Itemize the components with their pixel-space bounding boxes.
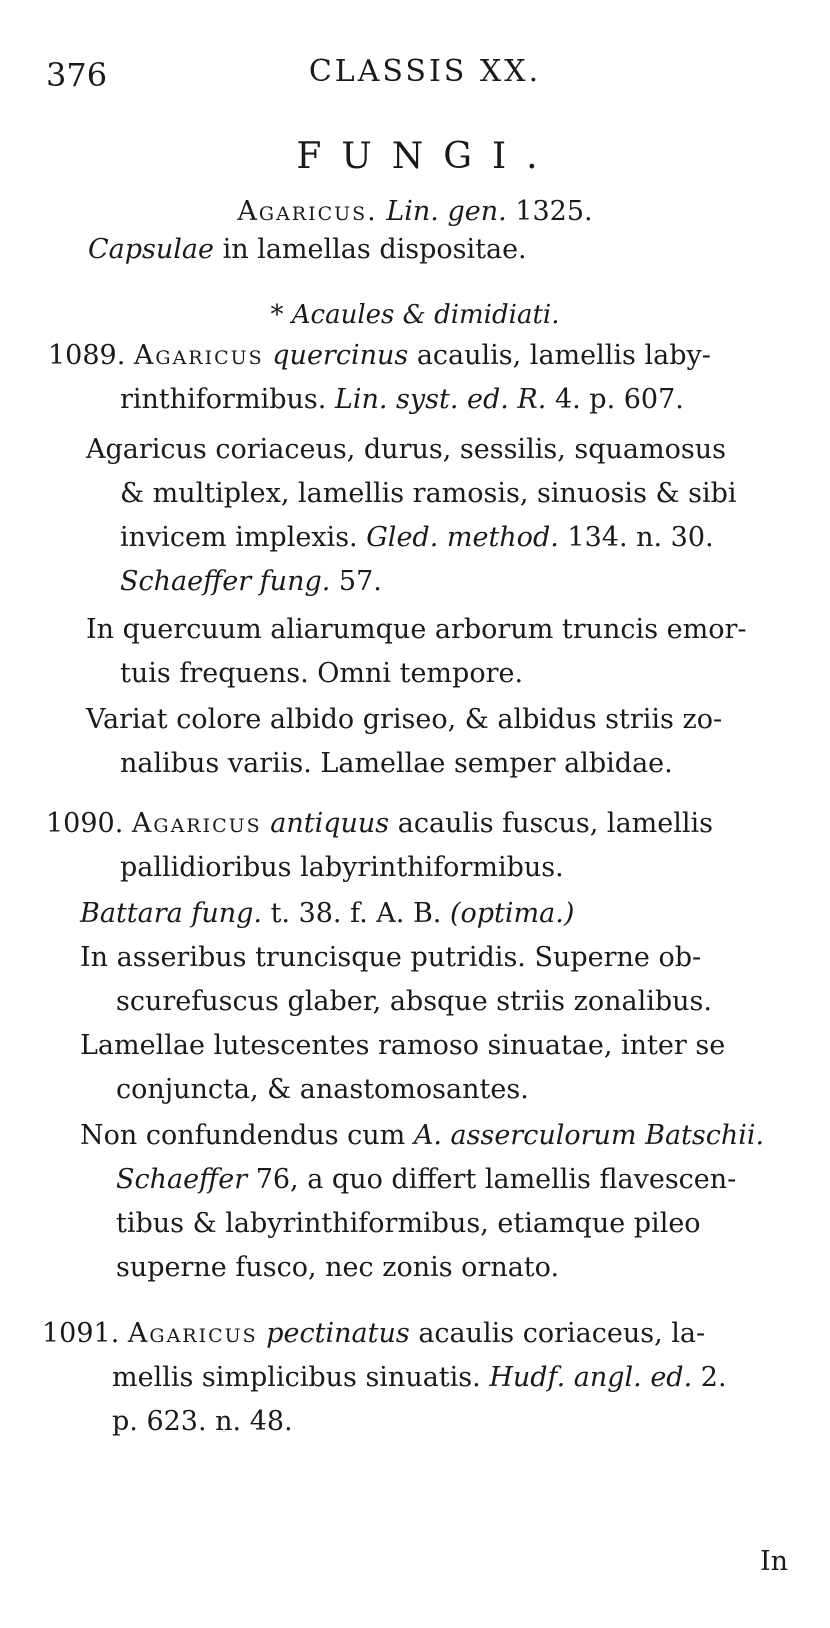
habitat-line: tuis frequens. Omni tempore.: [120, 658, 524, 689]
entry-diagnosis: acaulis coriaceus, la-: [418, 1318, 706, 1349]
entry-number: 1089.: [48, 340, 126, 371]
entry-diagnosis: acaulis fuscus, lamellis: [397, 808, 714, 839]
entry-number: 1090.: [46, 808, 124, 839]
variation-line: nalibus variis. Lamellae semper albidae.: [120, 748, 673, 779]
synonym-line: invicem implexis. Gled. method. 134. n. 30.: [120, 522, 714, 553]
lamellae-line: Lamellae lutescentes ramoso sinuatae, inter se: [80, 1030, 726, 1061]
entry-diagnosis-line: pallidioribus labyrinthiformibus.: [120, 852, 564, 883]
habitat-line: In quercuum aliarumque arborum truncis emor-: [86, 614, 747, 645]
note-line: superne fusco, nec zonis ornato.: [116, 1252, 560, 1283]
genus-desc-text: in lamellas dispositae.: [222, 234, 527, 265]
note-line: Non confundendus cum A. asserculorum Batschii.: [80, 1120, 765, 1151]
genus-ref: Lin. gen.: [386, 196, 507, 227]
running-head: CLASSIS XX.: [308, 54, 542, 89]
note-line: Schaeffer 76, a quo differt lamellis flavescen-: [116, 1164, 737, 1195]
catchword: In: [760, 1546, 789, 1577]
entry-number: 1091.: [42, 1318, 120, 1349]
subsection-heading: [0, 300, 830, 330]
entry-genus: Agaricus: [131, 808, 262, 839]
entry-diagnosis-line: mellis simplicibus sinuatis. Hudf. angl. ed. 2.: [112, 1362, 727, 1393]
genus-description: [88, 234, 527, 265]
genus-heading: [0, 196, 830, 227]
entry-species: pectinatus: [266, 1318, 410, 1349]
reference-line: Battara fung. t. 38. f. A. B. (optima.): [80, 898, 575, 929]
genus-desc-italic: Capsulae: [88, 234, 214, 265]
entry-genus: Agaricus: [127, 1318, 258, 1349]
habitat-line: In asseribus truncisque putridis. Superne ob-: [80, 942, 702, 973]
genus-ref-number: 1325.: [515, 196, 593, 227]
page-number: 376: [46, 56, 108, 94]
synonym-line: Schaeffer fung. 57.: [120, 566, 382, 597]
entry-diagnosis: acaulis, lamellis laby-: [416, 340, 711, 371]
entry-diagnosis-line: rinthiformibus. Lin. syst. ed. R. 4. p. 607.: [120, 384, 684, 415]
synonym-line: Agaricus coriaceus, durus, sessilis, squamosus: [86, 434, 726, 465]
habitat-line: scurefuscus glaber, absque striis zonalibus.: [116, 986, 712, 1017]
subsection-text: * Acaules & dimidiati.: [270, 300, 560, 330]
entry-header: [46, 808, 713, 839]
synonym-line: & multiplex, lamellis ramosis, sinuosis & sibi: [120, 478, 737, 509]
genus-name: Agaricus.: [237, 196, 378, 227]
section-title: FUNGI.: [296, 136, 558, 177]
lamellae-line: conjuncta, & anastomosantes.: [116, 1074, 529, 1105]
entry-header: [48, 340, 711, 371]
entry-species: quercinus: [272, 340, 409, 371]
entry-species: antiquus: [270, 808, 390, 839]
entry-genus: Agaricus: [133, 340, 264, 371]
reference-line: p. 623. n. 48.: [112, 1406, 293, 1437]
entry-reference: Lin. syst. ed. R.: [334, 384, 547, 415]
variation-line: Variat colore albido griseo, & albidus striis zo-: [86, 704, 723, 735]
entry-header: [42, 1318, 705, 1349]
note-line: tibus & labyrinthiformibus, etiamque pileo: [116, 1208, 701, 1239]
entry-reference: Hudf. angl. ed.: [489, 1362, 693, 1393]
